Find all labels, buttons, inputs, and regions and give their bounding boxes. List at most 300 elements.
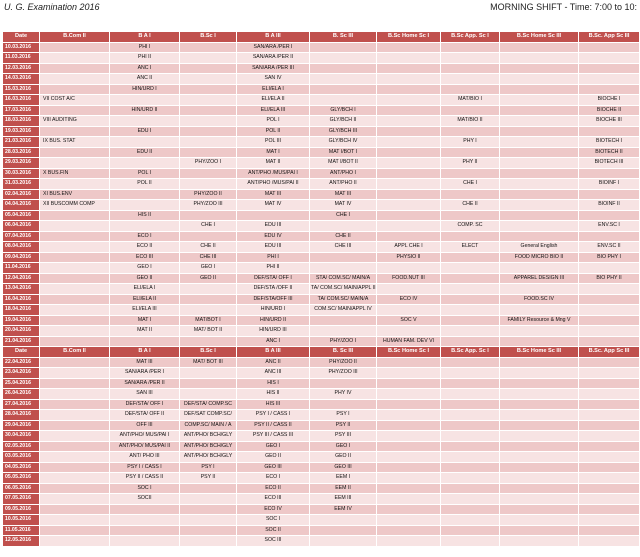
paper-cell [579,378,640,389]
date-cell: 11.04.2016 [3,263,40,274]
date-cell: 13.04.2016 [3,284,40,295]
paper-cell [500,200,579,211]
paper-cell [40,462,110,473]
paper-cell [441,410,500,421]
date-cell: 16.04.2016 [3,294,40,305]
paper-cell [441,315,500,326]
paper-cell [180,515,237,526]
shift-timing: MORNING SHIFT - Time: 7:00 to 10: [490,2,637,12]
date-cell: 23.04.2016 [3,368,40,379]
paper-cell [310,315,377,326]
paper-cell: MAT II [110,326,180,337]
paper-cell [110,515,180,526]
paper-cell: MAT III [310,189,377,200]
paper-cell: EEM II [310,483,377,494]
paper-cell [40,368,110,379]
paper-cell [500,53,579,64]
paper-cell: CHE I [310,210,377,221]
paper-cell [40,53,110,64]
paper-cell: HUMAN FAM. DEV VI [377,336,441,347]
paper-cell [180,494,237,505]
date-cell: 28.04.2016 [3,410,40,421]
paper-cell [579,389,640,400]
paper-cell: HIN/URD II [237,315,310,326]
paper-cell [500,305,579,316]
paper-cell [180,536,237,547]
paper-cell: SOCII [110,494,180,505]
paper-cell [377,420,441,431]
paper-cell [441,210,500,221]
paper-cell [377,137,441,148]
paper-cell: BIO PHY II [579,273,640,284]
paper-cell: EEM IV [310,504,377,515]
date-cell: 07.04.2016 [3,231,40,242]
paper-cell [110,200,180,211]
paper-cell: ELI/ELA I [237,84,310,95]
table-row [3,420,640,431]
date-cell: 25.04.2016 [3,378,40,389]
paper-cell [40,179,110,190]
paper-cell [310,378,377,389]
paper-cell [377,389,441,400]
column-header: B A I [110,347,180,358]
paper-cell [441,431,500,442]
table-row [3,231,640,242]
table-row [3,378,640,389]
table-row [3,189,640,200]
paper-cell: ELI/ELA II [237,95,310,106]
paper-cell [441,263,500,274]
paper-cell [377,210,441,221]
paper-cell: MAT/BIO II [441,116,500,127]
paper-cell: ANC I [110,63,180,74]
paper-cell: BIOINF I [579,179,640,190]
paper-cell: IX BUS. STAT [40,137,110,148]
paper-cell [579,452,640,463]
paper-cell: PHI II [110,53,180,64]
paper-cell [500,189,579,200]
paper-cell: SOC III [237,536,310,547]
paper-cell [377,200,441,211]
paper-cell [500,515,579,526]
date-cell: 21.04.2016 [3,336,40,347]
column-header: Date [3,32,40,43]
paper-cell: VIII AUDITING [40,116,110,127]
paper-cell: STA/ COM.SC/ MAIN/A [310,273,377,284]
paper-cell [40,42,110,53]
paper-cell [579,515,640,526]
paper-cell [377,221,441,232]
paper-cell: DEF/STA/ COMP.SC [180,399,237,410]
paper-cell [377,525,441,536]
paper-cell [441,336,500,347]
paper-cell: MAT/BOT I [180,315,237,326]
column-header: B.Sc Home Sc III [500,32,579,43]
table-row [3,221,640,232]
date-cell: 03.05.2016 [3,452,40,463]
paper-cell: PSY III [310,431,377,442]
paper-cell [500,389,579,400]
paper-cell: GEO I [180,263,237,274]
paper-cell [500,431,579,442]
paper-cell: BIOTECH III [579,158,640,169]
paper-cell [377,326,441,337]
paper-cell: MAT/BIO I [441,95,500,106]
paper-cell: PHI I [237,252,310,263]
paper-cell [377,483,441,494]
table-row [3,263,640,274]
paper-cell: HIN/URD II [110,105,180,116]
column-header: B.Sc App. Sc I [441,347,500,358]
paper-cell: GLY/BCH IV [310,137,377,148]
table-row [3,494,640,505]
paper-cell [579,410,640,421]
date-cell: 04.04.2016 [3,200,40,211]
table-row [3,168,640,179]
date-cell: 15.03.2016 [3,84,40,95]
paper-cell [500,168,579,179]
table-row [3,105,640,116]
paper-cell: SOC I [237,515,310,526]
paper-cell [500,462,579,473]
paper-cell [40,305,110,316]
paper-cell [579,231,640,242]
date-cell: 04.05.2016 [3,462,40,473]
paper-cell [310,252,377,263]
paper-cell [377,410,441,421]
paper-cell [310,263,377,274]
paper-cell: PSY II [180,473,237,484]
paper-cell: SAN/ARA /PER II [110,378,180,389]
paper-cell [441,399,500,410]
paper-cell: PSY II [310,420,377,431]
paper-cell [40,231,110,242]
table-row [3,63,640,74]
paper-cell [500,284,579,295]
paper-cell [579,263,640,274]
paper-cell [40,389,110,400]
paper-cell [579,504,640,515]
paper-cell: GEO II [237,452,310,463]
paper-cell [441,42,500,53]
table-row [3,42,640,53]
paper-cell: DEF/STA/ OFF II [110,410,180,421]
paper-cell: FAMILY Resource & Mng V [500,315,579,326]
paper-cell: PSY I / CASS I [110,462,180,473]
column-header: B A III [237,32,310,43]
paper-cell [579,420,640,431]
paper-cell: ANC II [110,74,180,85]
paper-cell: DEF/STA/ OFF I [110,399,180,410]
paper-cell [441,147,500,158]
paper-cell: EDU III [237,221,310,232]
paper-cell [310,63,377,74]
paper-cell [500,441,579,452]
date-cell: 11.03.2016 [3,53,40,64]
paper-cell [500,483,579,494]
paper-cell [441,420,500,431]
paper-cell: TA/ COM.SC/ MAIN/A [310,294,377,305]
paper-cell: PHY/ZOO I [310,336,377,347]
paper-cell [110,336,180,347]
paper-cell: GEO II [310,452,377,463]
paper-cell [500,42,579,53]
paper-cell: APPAREL DESIGN III [500,273,579,284]
paper-cell: GEO I [310,441,377,452]
paper-cell: XII BUSCOMM COMP [40,200,110,211]
table-row [3,53,640,64]
paper-cell: MAT III [110,357,180,368]
paper-cell [377,378,441,389]
paper-cell: BIOINF II [579,200,640,211]
paper-cell: MAT IV [237,200,310,211]
date-cell: 05.05.2016 [3,473,40,484]
paper-cell: EEM I [310,473,377,484]
paper-cell [40,221,110,232]
paper-cell [377,431,441,442]
paper-cell [310,53,377,64]
paper-cell: GEO II [110,273,180,284]
paper-cell [377,116,441,127]
paper-cell: PHY II [441,158,500,169]
paper-cell [180,126,237,137]
paper-cell [40,515,110,526]
paper-cell [441,273,500,284]
table-row [3,294,640,305]
paper-cell: SAN/ARA /PER II [237,53,310,64]
paper-cell [40,525,110,536]
table-row [3,273,640,284]
paper-cell [377,515,441,526]
paper-cell: PHI I [110,42,180,53]
paper-cell [441,53,500,64]
paper-cell [441,74,500,85]
paper-cell: HIS III [237,399,310,410]
paper-cell [579,399,640,410]
paper-cell [110,137,180,148]
paper-cell [500,221,579,232]
paper-cell: PSY I [310,410,377,421]
paper-cell [180,231,237,242]
paper-cell [441,326,500,337]
table-row [3,431,640,442]
paper-cell [40,494,110,505]
table-row [3,473,640,484]
paper-cell [441,357,500,368]
paper-cell [579,357,640,368]
paper-cell: ANC II [237,357,310,368]
paper-cell: COMP.SC/ MAIN / A [180,420,237,431]
paper-cell [579,294,640,305]
paper-cell [579,326,640,337]
paper-cell: ENV.SC I [579,221,640,232]
paper-cell [180,137,237,148]
paper-cell [110,536,180,547]
paper-cell [377,95,441,106]
paper-cell: GEO II [180,273,237,284]
paper-cell [579,63,640,74]
paper-cell: EEM III [310,494,377,505]
paper-cell [40,315,110,326]
date-cell: 29.04.2016 [3,420,40,431]
paper-cell [579,74,640,85]
column-header: B.Sc I [180,32,237,43]
paper-cell: PHY/ZOO III [180,200,237,211]
paper-cell [310,84,377,95]
paper-cell: BIOTECH II [579,147,640,158]
paper-cell [579,462,640,473]
paper-cell [40,242,110,253]
paper-cell [441,284,500,295]
table-row [3,483,640,494]
date-cell: 21.03.2016 [3,137,40,148]
paper-cell: ANT/PHO II [310,179,377,190]
table-row [3,536,640,547]
date-cell: 29.03.2016 [3,158,40,169]
paper-cell [500,336,579,347]
paper-cell [500,95,579,106]
table-row [3,336,640,347]
table-row [3,525,640,536]
paper-cell [500,399,579,410]
paper-cell [441,126,500,137]
date-cell: 17.03.2016 [3,105,40,116]
paper-cell [40,284,110,295]
paper-cell [180,378,237,389]
paper-cell [377,84,441,95]
paper-cell [579,168,640,179]
paper-cell: DEF/STA/ OFF I [237,273,310,284]
paper-cell: MAT II [237,158,310,169]
paper-cell [377,168,441,179]
table-row [3,210,640,221]
date-cell: 07.05.2016 [3,494,40,505]
paper-cell: PSY III / CASS III [237,431,310,442]
paper-cell [579,494,640,505]
paper-cell [310,221,377,232]
paper-cell [579,210,640,221]
column-header: B.Sc. App Sc III [579,347,640,358]
paper-cell [500,74,579,85]
paper-cell: SOC II [237,525,310,536]
paper-cell [500,357,579,368]
paper-cell: GLY/BCH III [310,126,377,137]
paper-cell: XI BUS.ENV [40,189,110,200]
paper-cell: SAN IV [237,74,310,85]
column-header: B.Com II [40,347,110,358]
paper-cell [40,63,110,74]
paper-cell [441,189,500,200]
date-cell: 14.03.2016 [3,74,40,85]
paper-cell [377,231,441,242]
table-row [3,357,640,368]
table-row [3,116,640,127]
paper-cell: SOC V [377,315,441,326]
date-cell: 12.04.2016 [3,273,40,284]
paper-cell: ECO I [110,231,180,242]
date-cell: 27.04.2016 [3,399,40,410]
date-cell: 30.04.2016 [3,431,40,442]
paper-cell: PHY/ZOO III [310,368,377,379]
column-header: B.Sc App. Sc I [441,32,500,43]
paper-cell: ECO III [237,494,310,505]
paper-cell: EDU III [237,242,310,253]
paper-cell [180,147,237,158]
paper-cell: CHE I [180,221,237,232]
paper-cell: BIOCHE I [579,95,640,106]
paper-cell [40,263,110,274]
paper-cell [110,189,180,200]
paper-cell [500,494,579,505]
paper-cell [500,368,579,379]
paper-cell: PHY I [441,137,500,148]
paper-cell [180,294,237,305]
paper-cell: POL III [237,137,310,148]
paper-cell [441,378,500,389]
table-row [3,284,640,295]
paper-cell: COM.SC/ MAIN/APPL IV [310,305,377,316]
paper-cell [500,63,579,74]
paper-cell [500,378,579,389]
paper-cell [40,441,110,452]
paper-cell [441,515,500,526]
header-row [3,347,640,358]
paper-cell [500,231,579,242]
paper-cell [180,95,237,106]
paper-cell: ANT/PHO /MUS/PAI II [237,179,310,190]
paper-cell [110,95,180,106]
paper-cell [40,504,110,515]
date-cell: 26.04.2016 [3,389,40,400]
exam-title: U. G. Examination 2016 [4,2,100,12]
paper-cell [441,494,500,505]
paper-cell [237,210,310,221]
paper-cell: SAN/ARA /PER I [237,42,310,53]
table-row [3,462,640,473]
paper-cell [579,536,640,547]
paper-cell [40,410,110,421]
paper-cell [377,42,441,53]
paper-cell [377,189,441,200]
paper-cell [180,84,237,95]
paper-cell [441,504,500,515]
paper-cell [579,315,640,326]
paper-cell [441,305,500,316]
paper-cell: FOOD MICRO BIO II [500,252,579,263]
paper-cell [500,263,579,274]
paper-cell [180,168,237,179]
paper-cell [377,399,441,410]
table-row [3,74,640,85]
paper-cell [441,231,500,242]
paper-cell: DEF/STA/OFF III [237,294,310,305]
paper-cell [110,116,180,127]
paper-cell [310,42,377,53]
paper-cell [310,95,377,106]
paper-cell: MAT I/BOT I [310,147,377,158]
date-cell: 10.05.2016 [3,515,40,526]
paper-cell [377,462,441,473]
paper-cell [441,473,500,484]
paper-cell [180,284,237,295]
paper-cell [310,525,377,536]
paper-cell [180,74,237,85]
paper-cell [40,536,110,547]
paper-cell [40,431,110,442]
column-header: B.Sc Home Sc III [500,347,579,358]
paper-cell [310,399,377,410]
date-cell: 10.03.2016 [3,42,40,53]
